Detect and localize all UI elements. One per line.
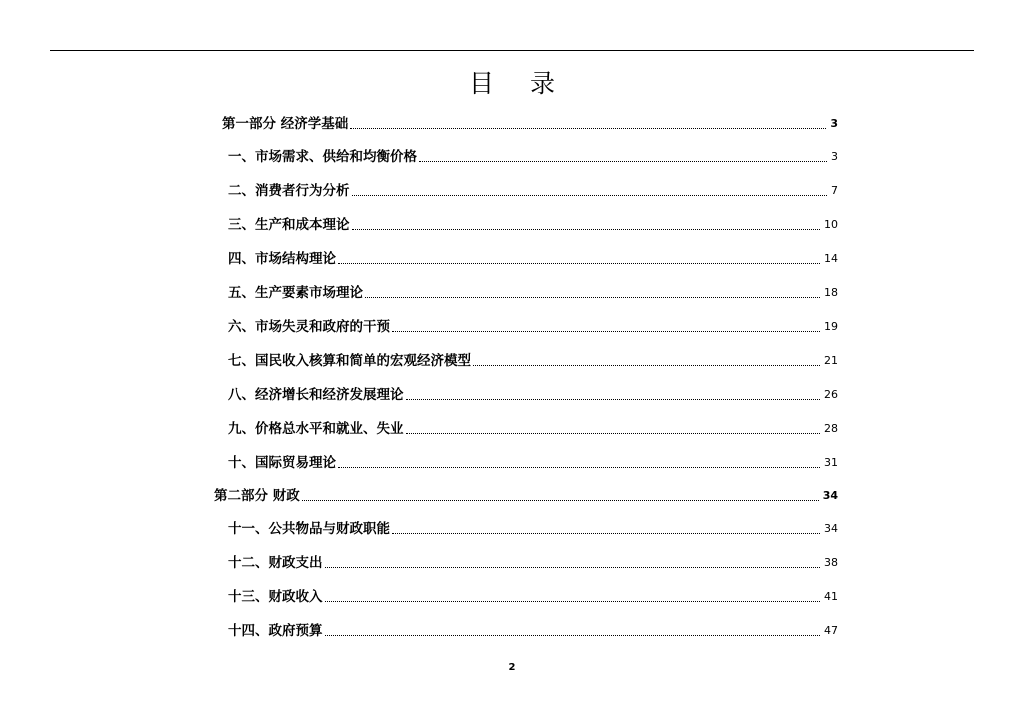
toc-entry-page: 26 xyxy=(824,388,838,401)
dot-leader xyxy=(338,263,820,264)
page-number: 2 xyxy=(508,662,516,673)
toc-entry-page: 3 xyxy=(830,117,838,130)
dot-leader xyxy=(352,229,821,230)
header-rule xyxy=(50,50,974,51)
toc-entry-page: 19 xyxy=(824,320,838,333)
toc-entry-label: 三、生产和成本理论 xyxy=(228,217,350,233)
toc-entry-page: 31 xyxy=(824,456,838,469)
toc-entry-page: 14 xyxy=(824,252,838,265)
toc-entry-label: 十三、财政收入 xyxy=(228,589,323,605)
dot-leader xyxy=(406,433,821,434)
toc-entry-page: 47 xyxy=(824,624,838,637)
dot-leader xyxy=(338,467,820,468)
dot-leader xyxy=(419,161,827,162)
dot-leader xyxy=(302,500,819,501)
dot-leader xyxy=(325,567,821,568)
toc-entry-page: 28 xyxy=(824,422,838,435)
dot-leader xyxy=(325,635,821,636)
toc-entry-page: 34 xyxy=(822,489,838,502)
toc-entry-page: 34 xyxy=(824,522,838,535)
toc-entry[interactable] xyxy=(228,351,838,371)
toc-entry-label: 九、价格总水平和就业、失业 xyxy=(228,421,404,437)
toc-entry-page: 38 xyxy=(824,556,838,569)
toc-entry-page: 3 xyxy=(831,150,838,163)
toc-entry[interactable] xyxy=(228,519,838,539)
toc-entry-label: 第一部分 经济学基础 xyxy=(222,116,349,132)
toc-entry-page: 21 xyxy=(824,354,838,367)
toc-entry[interactable] xyxy=(222,114,838,134)
dot-leader xyxy=(352,195,828,196)
toc-entry[interactable] xyxy=(228,283,838,303)
toc-entry-page: 41 xyxy=(824,590,838,603)
toc-title: 目 录 xyxy=(469,69,569,98)
toc-entry[interactable] xyxy=(228,553,838,573)
toc-entry[interactable] xyxy=(228,621,838,641)
toc-entry[interactable] xyxy=(228,419,838,439)
dot-leader xyxy=(392,533,820,534)
toc-entry[interactable] xyxy=(228,215,838,235)
toc-entry[interactable] xyxy=(228,385,838,405)
toc-entry-label: 十、国际贸易理论 xyxy=(228,455,336,471)
toc-entry-label: 五、生产要素市场理论 xyxy=(228,285,363,301)
dot-leader xyxy=(350,128,826,129)
toc-entry-label: 第二部分 财政 xyxy=(214,488,300,504)
dot-leader xyxy=(392,331,820,332)
toc-entry-label: 七、国民收入核算和简单的宏观经济模型 xyxy=(228,353,471,369)
toc-entry-page: 7 xyxy=(831,184,838,197)
dot-leader xyxy=(365,297,820,298)
toc-entry[interactable] xyxy=(228,587,838,607)
toc-entry[interactable] xyxy=(228,147,838,167)
toc-entry-label: 十一、公共物品与财政职能 xyxy=(228,521,390,537)
toc-entry[interactable] xyxy=(228,453,838,473)
toc-entry-page: 10 xyxy=(824,218,838,231)
toc-entry-label: 二、消费者行为分析 xyxy=(228,183,350,199)
toc-entry[interactable] xyxy=(214,486,838,506)
toc-entry-label: 四、市场结构理论 xyxy=(228,251,336,267)
toc-entry[interactable] xyxy=(228,249,838,269)
toc-entry-label: 八、经济增长和经济发展理论 xyxy=(228,387,404,403)
toc-entry[interactable] xyxy=(228,181,838,201)
dot-leader xyxy=(406,399,821,400)
toc-entry-label: 十四、政府预算 xyxy=(228,623,323,639)
toc-entry[interactable] xyxy=(228,317,838,337)
toc-entry-label: 一、市场需求、供给和均衡价格 xyxy=(228,149,417,165)
toc-entry-label: 六、市场失灵和政府的干预 xyxy=(228,319,390,335)
dot-leader xyxy=(325,601,821,602)
dot-leader xyxy=(473,365,820,366)
toc-entry-label: 十二、财政支出 xyxy=(228,555,323,571)
toc-entry-page: 18 xyxy=(824,286,838,299)
toc-list xyxy=(0,108,1024,648)
